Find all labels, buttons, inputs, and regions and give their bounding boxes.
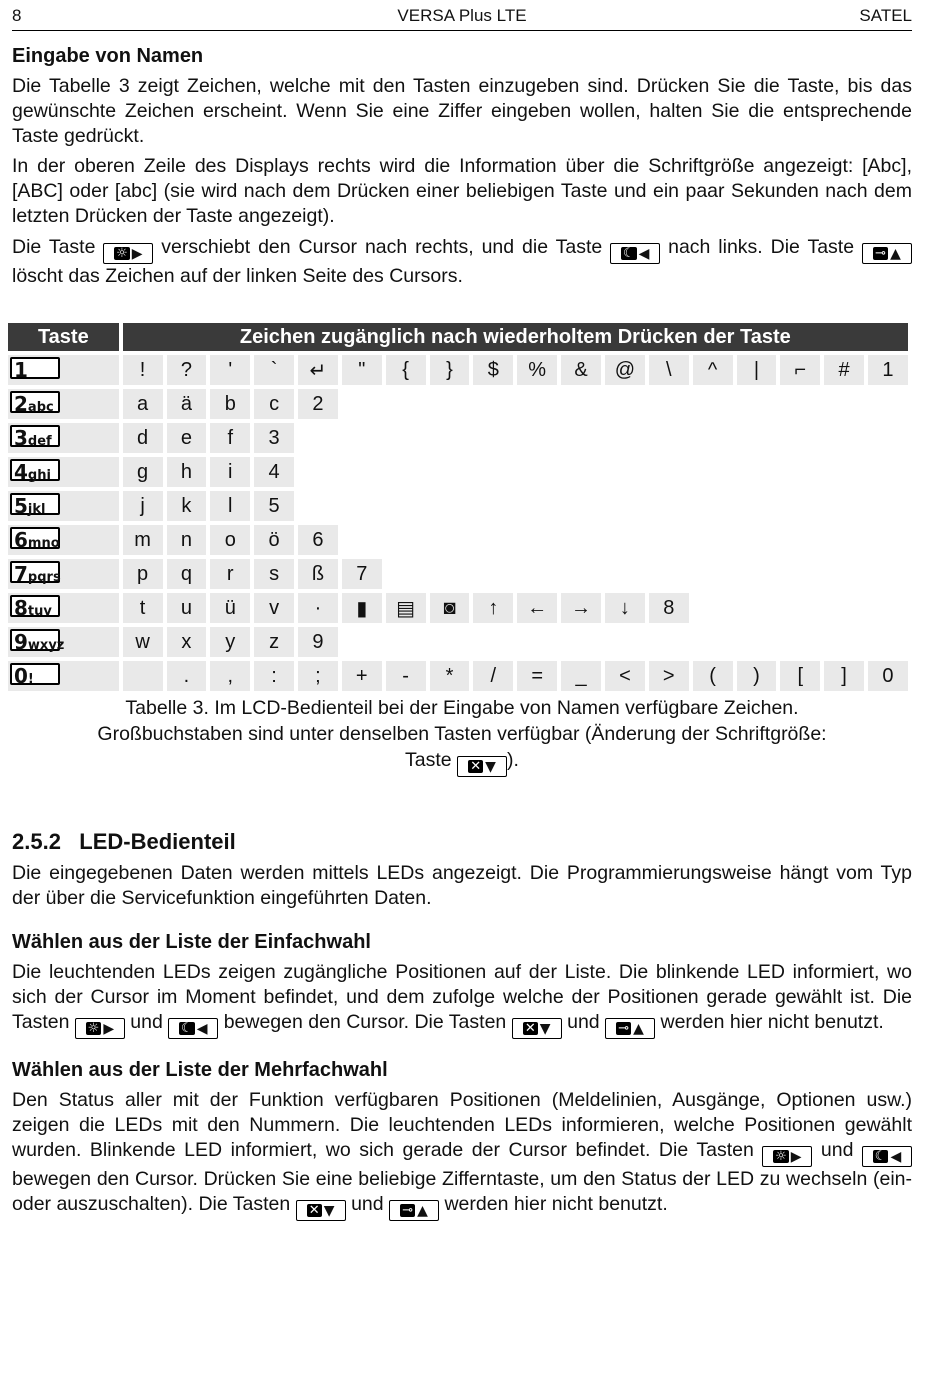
char-cell: →	[561, 593, 601, 623]
char-cell: p	[123, 559, 163, 589]
empty-cell	[561, 491, 601, 521]
char-cell: ▮	[342, 593, 382, 623]
up-key	[605, 1018, 655, 1039]
empty-cell	[605, 457, 645, 487]
empty-cell	[780, 491, 820, 521]
table-row	[8, 627, 908, 657]
empty-cell	[342, 491, 382, 521]
key-7-icon: 7pqrs	[10, 561, 60, 583]
empty-cell	[693, 423, 733, 453]
char-cell: 9	[298, 627, 338, 657]
char-cell: ⌐	[780, 355, 820, 385]
paragraph-names-3: Die Taste ☼ ▶ verschiebt den Cursor nach rechts, und die Taste ☾ ◀ nach links. Die Taste ⊸ ▲ löscht das Zeichen auf der linken Seite des Cursors.	[12, 235, 912, 289]
empty-cell	[649, 389, 689, 419]
empty-cell	[473, 525, 513, 555]
table-header-key: Taste	[8, 323, 119, 351]
down-key	[457, 756, 507, 777]
arrow-right-icon: ▶	[790, 1148, 802, 1165]
empty-cell	[780, 423, 820, 453]
empty-cell	[693, 491, 733, 521]
x-icon: ✕	[524, 1021, 536, 1036]
arrow-up-icon: ▲	[417, 1202, 428, 1219]
empty-cell	[780, 457, 820, 487]
char-cell: [	[780, 661, 820, 691]
empty-cell	[561, 525, 601, 555]
char-cell: +	[342, 661, 382, 691]
char-cell: )	[737, 661, 777, 691]
char-cell: ←	[517, 593, 557, 623]
empty-cell	[430, 491, 470, 521]
key-5-icon: 5jkl	[10, 493, 60, 515]
empty-cell	[605, 525, 645, 555]
char-cell: k	[167, 491, 207, 521]
left-key	[168, 1018, 218, 1039]
char-cell: ▤	[386, 593, 426, 623]
key-1-icon: 1	[10, 357, 60, 379]
char-cell: \	[649, 355, 689, 385]
char-cell: ,	[210, 661, 250, 691]
empty-cell	[342, 423, 382, 453]
empty-cell	[561, 627, 601, 657]
char-cell: @	[605, 355, 645, 385]
table-caption: Tabelle 3. Im LCD-Bedienteil bei der Eingabe von Namen verfügbare Zeichen. Großbuchstaben sind unter denselben Tasten verfügbar (Änderung der Schriftgröße: Taste ✕ ▼ ).	[12, 695, 912, 777]
empty-cell	[605, 491, 645, 521]
char-cell: =	[517, 661, 557, 691]
char-cell: i	[210, 457, 250, 487]
sun-icon: ☼	[775, 1149, 787, 1164]
key-6-icon: 6mno	[10, 527, 60, 549]
char-cell: 2	[298, 389, 338, 419]
key-0-icon: 0!	[10, 663, 60, 685]
table-row	[8, 389, 908, 419]
empty-cell	[473, 627, 513, 657]
empty-cell	[386, 491, 426, 521]
char-cell: ;	[298, 661, 338, 691]
empty-cell	[824, 457, 864, 487]
key-8-icon: 8tuv	[10, 595, 60, 617]
document-title: VERSA Plus LTE	[397, 6, 527, 25]
char-cell: '	[210, 355, 250, 385]
char-cell: 1	[868, 355, 908, 385]
key-cell	[8, 355, 119, 385]
empty-cell	[430, 457, 470, 487]
empty-cell	[517, 389, 557, 419]
key-icon: ⊸	[618, 1021, 630, 1036]
section-heading-names: Eingabe von Namen	[12, 45, 204, 67]
char-cell: _	[561, 661, 601, 691]
empty-cell	[386, 423, 426, 453]
char-cell: n	[167, 525, 207, 555]
paragraph-names-2: In der oberen Zeile des Displays rechts wird die Information über die Schriftgröße angezeigt: [Abc], [ABC] oder [abc] (sie wird nach dem Drücken einer beliebigen Taste und ein paar Sekunden nach dem letzten Drücken der Taste angezeigt).	[12, 155, 912, 227]
character-table	[4, 319, 912, 695]
empty-cell	[386, 457, 426, 487]
empty-cell	[430, 389, 470, 419]
char-cell: %	[517, 355, 557, 385]
char-cell: u	[167, 593, 207, 623]
empty-cell	[868, 627, 908, 657]
paragraph-names-1: Die Tabelle 3 zeigt Zeichen, welche mit den Tasten einzugeben sind. Drücken Sie die Taste, bis das gewünschte Zeichen erscheint. Wenn Sie eine Ziffer eingeben wollen, halten Sie die entsprechende Taste gedrückt.	[12, 75, 912, 147]
right-key	[103, 243, 153, 264]
empty-cell	[517, 457, 557, 487]
empty-cell	[649, 627, 689, 657]
char-cell: e	[167, 423, 207, 453]
table-row	[8, 593, 908, 623]
paragraph-multi-choice: Den Status aller mit der Funktion verfügbaren Positionen (Meldelinien, Ausgänge, Optionen usw.) zeigen die LEDs mit den Nummern. Die leuchtenden LEDs informieren, welche Positionen gewählt wurden. Blinkende LED informiert, wo sich gerade der Cursor befindet. Die Tasten ☼ ▶ und ☾ ◀ bewegen den Cursor. Drücken Sie eine beliebige Zifferntaste, um den Status der LED zu wechseln (ein- oder auszuschalten). Die Tasten ✕ ▼ und ⊸ ▲ werden hier nicht benutzt.	[12, 1088, 912, 1221]
empty-cell	[386, 559, 426, 589]
empty-cell	[430, 525, 470, 555]
empty-cell	[605, 389, 645, 419]
arrow-up-icon: ▲	[890, 245, 901, 262]
empty-cell	[430, 559, 470, 589]
char-cell	[123, 661, 163, 691]
empty-cell	[737, 389, 777, 419]
table-row	[8, 423, 908, 453]
char-cell: &	[561, 355, 601, 385]
char-cell: ü	[210, 593, 250, 623]
char-cell: }	[430, 355, 470, 385]
char-cell: #	[824, 355, 864, 385]
char-cell: ä	[167, 389, 207, 419]
empty-cell	[737, 491, 777, 521]
empty-cell	[693, 627, 733, 657]
arrow-right-icon: ▶	[131, 245, 143, 262]
char-cell: {	[386, 355, 426, 385]
paragraph-single-choice: Die leuchtenden LEDs zeigen zugängliche Positionen auf der Liste. Die blinkende LED informiert, wo sich der Cursor im Moment befindet, und dem zufolge welche der Positionen gerade gewählt ist. Die Tasten ☼ ▶ und ☾ ◀ bewegen den Cursor. Die Tasten ✕ ▼ und ⊸ ▲ werden hier nicht benutzt.	[12, 960, 912, 1039]
empty-cell	[824, 593, 864, 623]
char-cell: r	[210, 559, 250, 589]
char-cell: 5	[254, 491, 294, 521]
paragraph-led-1: Die eingegebenen Daten werden mittels LEDs angezeigt. Die Programmierungsweise hängt vom Typ der über die Servicefunktion eingeführten Daten.	[12, 862, 912, 909]
empty-cell	[780, 389, 820, 419]
table-header-chars: Zeichen zugänglich nach wiederholtem Drücken der Taste	[123, 323, 908, 351]
char-cell: >	[649, 661, 689, 691]
empty-cell	[298, 457, 338, 487]
char-cell: /	[473, 661, 513, 691]
empty-cell	[693, 389, 733, 419]
empty-cell	[298, 423, 338, 453]
char-cell: (	[693, 661, 733, 691]
empty-cell	[649, 423, 689, 453]
char-cell: 3	[254, 423, 294, 453]
empty-cell	[342, 389, 382, 419]
empty-cell	[517, 491, 557, 521]
arrow-left-icon: ◀	[890, 1148, 902, 1165]
sun-icon: ☼	[116, 246, 128, 261]
arrow-down-icon: ▼	[539, 1020, 551, 1037]
key-3-icon: 3def	[10, 425, 60, 447]
empty-cell	[473, 389, 513, 419]
empty-cell	[868, 457, 908, 487]
char-cell: t	[123, 593, 163, 623]
char-cell: s	[254, 559, 294, 589]
empty-cell	[780, 525, 820, 555]
char-cell: 0	[868, 661, 908, 691]
key-cell	[8, 627, 119, 657]
empty-cell	[868, 593, 908, 623]
char-cell: |	[737, 355, 777, 385]
key-cell	[8, 559, 119, 589]
page-number: 8	[12, 6, 22, 25]
arrow-right-icon: ▶	[103, 1020, 115, 1037]
empty-cell	[868, 491, 908, 521]
empty-cell	[386, 525, 426, 555]
arrow-left-icon: ◀	[196, 1020, 208, 1037]
char-cell: m	[123, 525, 163, 555]
char-cell: f	[210, 423, 250, 453]
char-cell: v	[254, 593, 294, 623]
char-cell: ^	[693, 355, 733, 385]
char-cell: c	[254, 389, 294, 419]
char-cell: g	[123, 457, 163, 487]
key-cell	[8, 491, 119, 521]
char-cell: 4	[254, 457, 294, 487]
char-cell: $	[473, 355, 513, 385]
key-cell	[8, 661, 119, 691]
moon-icon: ☾	[874, 1149, 887, 1164]
empty-cell	[824, 559, 864, 589]
empty-cell	[824, 491, 864, 521]
empty-cell	[649, 457, 689, 487]
empty-cell	[561, 457, 601, 487]
key-cell	[8, 525, 119, 555]
empty-cell	[868, 525, 908, 555]
empty-cell	[780, 593, 820, 623]
empty-cell	[517, 559, 557, 589]
table-row	[8, 661, 908, 691]
table-row	[8, 355, 908, 385]
page-header	[12, 0, 912, 31]
empty-cell	[430, 423, 470, 453]
table-row	[8, 559, 908, 589]
sun-icon: ☼	[87, 1021, 100, 1036]
table-row	[8, 491, 908, 521]
char-cell: z	[254, 627, 294, 657]
empty-cell	[693, 593, 733, 623]
subheading-multi-choice: Wählen aus der Liste der Mehrfachwahl	[12, 1059, 388, 1081]
left-key	[610, 243, 660, 264]
brand-name: SATEL	[859, 6, 912, 25]
char-cell: ß	[298, 559, 338, 589]
char-cell: ◙	[430, 593, 470, 623]
empty-cell	[342, 627, 382, 657]
char-cell: x	[167, 627, 207, 657]
moon-icon: ☾	[181, 1021, 193, 1036]
x-icon: ✕	[308, 1203, 320, 1218]
empty-cell	[386, 627, 426, 657]
empty-cell	[649, 559, 689, 589]
char-cell: d	[123, 423, 163, 453]
char-cell: .	[167, 661, 207, 691]
key-cell	[8, 457, 119, 487]
empty-cell	[561, 389, 601, 419]
empty-cell	[517, 423, 557, 453]
key-cell	[8, 593, 119, 623]
arrow-down-icon: ▼	[485, 758, 496, 775]
char-cell: *	[430, 661, 470, 691]
char-cell: `	[254, 355, 294, 385]
arrow-down-icon: ▼	[323, 1202, 335, 1219]
key-2-icon: 2abc	[10, 391, 60, 413]
up-key	[862, 243, 912, 264]
char-cell: y	[210, 627, 250, 657]
empty-cell	[737, 525, 777, 555]
char-cell: ö	[254, 525, 294, 555]
manual-page	[12, 0, 912, 1221]
empty-cell	[605, 627, 645, 657]
char-cell: 6	[298, 525, 338, 555]
empty-cell	[868, 389, 908, 419]
char-cell: 7	[342, 559, 382, 589]
empty-cell	[824, 423, 864, 453]
arrow-up-icon: ▲	[633, 1020, 644, 1037]
key-cell	[8, 389, 119, 419]
section-heading-led: 2.5.2 LED-Bedienteil	[12, 829, 236, 854]
empty-cell	[298, 491, 338, 521]
empty-cell	[517, 627, 557, 657]
empty-cell	[605, 423, 645, 453]
char-cell: :	[254, 661, 294, 691]
empty-cell	[517, 525, 557, 555]
empty-cell	[473, 423, 513, 453]
table-row	[8, 525, 908, 555]
char-cell: ]	[824, 661, 864, 691]
empty-cell	[342, 457, 382, 487]
empty-cell	[737, 627, 777, 657]
char-cell: w	[123, 627, 163, 657]
char-cell: ↵	[298, 355, 338, 385]
empty-cell	[737, 559, 777, 589]
empty-cell	[824, 525, 864, 555]
empty-cell	[649, 491, 689, 521]
empty-cell	[737, 457, 777, 487]
right-key	[75, 1018, 125, 1039]
empty-cell	[693, 457, 733, 487]
char-cell: ↓	[605, 593, 645, 623]
empty-cell	[693, 559, 733, 589]
empty-cell	[605, 559, 645, 589]
char-cell: l	[210, 491, 250, 521]
char-cell: -	[386, 661, 426, 691]
char-cell: h	[167, 457, 207, 487]
key-icon: ⊸	[875, 246, 887, 261]
char-cell: a	[123, 389, 163, 419]
x-icon: ✕	[470, 759, 482, 774]
empty-cell	[868, 423, 908, 453]
char-cell: ↑	[473, 593, 513, 623]
empty-cell	[824, 627, 864, 657]
arrow-left-icon: ◀	[638, 245, 650, 262]
empty-cell	[868, 559, 908, 589]
down-key	[512, 1018, 562, 1039]
subheading-single-choice: Wählen aus der Liste der Einfachwahl	[12, 931, 371, 953]
char-cell: <	[605, 661, 645, 691]
right-key	[762, 1146, 812, 1167]
empty-cell	[649, 525, 689, 555]
down-key	[296, 1200, 346, 1221]
empty-cell	[342, 525, 382, 555]
left-key	[862, 1146, 912, 1167]
empty-cell	[780, 559, 820, 589]
empty-cell	[693, 525, 733, 555]
char-cell: 8	[649, 593, 689, 623]
empty-cell	[737, 593, 777, 623]
char-cell: b	[210, 389, 250, 419]
key-9-icon: 9wxyz	[10, 629, 60, 651]
empty-cell	[780, 627, 820, 657]
table-row	[8, 457, 908, 487]
empty-cell	[737, 423, 777, 453]
empty-cell	[824, 389, 864, 419]
key-cell	[8, 423, 119, 453]
empty-cell	[561, 423, 601, 453]
char-cell: ·	[298, 593, 338, 623]
char-cell: q	[167, 559, 207, 589]
empty-cell	[473, 559, 513, 589]
empty-cell	[430, 627, 470, 657]
char-cell: o	[210, 525, 250, 555]
char-cell: ?	[167, 355, 207, 385]
char-cell: j	[123, 491, 163, 521]
empty-cell	[561, 559, 601, 589]
up-key	[389, 1200, 439, 1221]
char-cell: !	[123, 355, 163, 385]
empty-cell	[473, 457, 513, 487]
key-icon: ⊸	[402, 1203, 414, 1218]
key-4-icon: 4ghi	[10, 459, 60, 481]
empty-cell	[473, 491, 513, 521]
empty-cell	[386, 389, 426, 419]
moon-icon: ☾	[622, 246, 635, 261]
char-cell: "	[342, 355, 382, 385]
